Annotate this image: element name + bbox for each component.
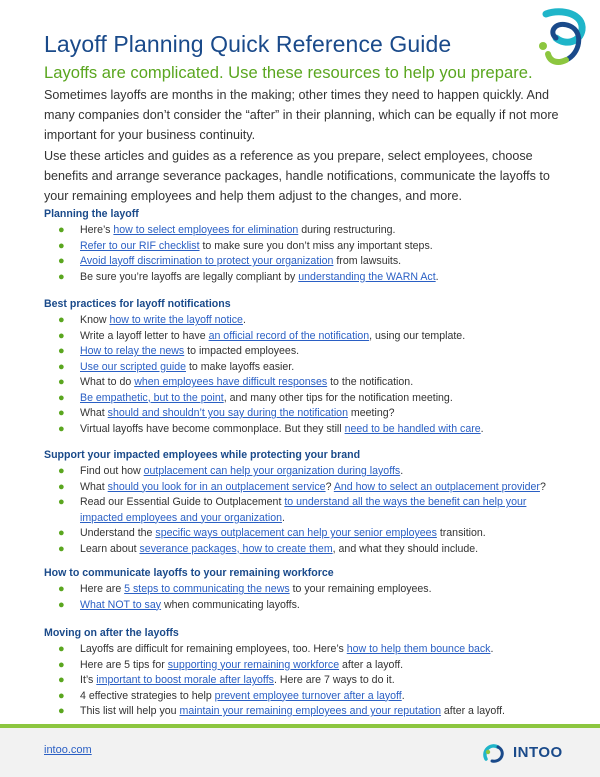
bullet-icon: ● — [58, 465, 65, 477]
section-heading: How to communicate layoffs to your remaining workforce — [44, 567, 334, 579]
list-item: ● What to do when employees have difficult responses to the notification. — [44, 375, 564, 391]
bullet-icon: ● — [58, 422, 65, 435]
bullet-icon: ● — [58, 314, 65, 326]
resource-link[interactable]: supporting your remaining workforce — [167, 658, 340, 671]
resource-link[interactable]: outplacement can help your organization during layoffs — [143, 465, 401, 477]
resource-link[interactable]: prevent employee turnover after a layoff — [214, 689, 402, 702]
list-item: ● Read our Essential Guide to Outplacement to understand all the ways the benefit can help your impacted employees and your organization. — [58, 496, 527, 524]
section-planning-the-layoff — [44, 206, 564, 285]
resource-link[interactable]: maintain your remaining employees and your reputation — [179, 705, 441, 717]
resource-list — [44, 642, 564, 720]
resource-link[interactable]: What NOT to say — [80, 598, 162, 611]
bullet-icon: ● — [58, 376, 65, 388]
resource-link[interactable]: to understand all the ways the benefit can help your impacted employees and your organization — [80, 496, 527, 524]
list-item: ● Virtual layoffs have become commonplace. But they still need to be handled with care. — [44, 422, 564, 438]
bullet-icon: ● — [58, 270, 65, 283]
resource-list — [44, 313, 564, 437]
intro-paragraph: Sometimes layoffs are months in the making; other times they need to happen quickly. And many companies don’t consider the “after” in their planning, which can be equally if not more important for your business continuity. — [44, 88, 559, 142]
bullet-icon: ● — [58, 598, 65, 611]
bullet-icon: ● — [58, 643, 65, 655]
bullet-icon: ● — [58, 583, 65, 595]
resource-link[interactable]: Use our scripted guide — [80, 360, 186, 373]
bullet-icon: ● — [58, 480, 65, 493]
section-heading: Best practices for layoff notifications — [44, 298, 231, 310]
resource-link[interactable]: Be empathetic, but to the point — [80, 391, 224, 404]
resource-link[interactable]: important to boost morale after layoffs — [96, 674, 274, 686]
list-item: ● Layoffs are difficult for remaining employees, too. Here’s how to help them bounce back. — [44, 642, 564, 658]
bullet-icon: ● — [58, 391, 65, 404]
section-support-impacted-employees — [44, 447, 564, 557]
list-item: ● Here’s how to select employees for elimination during restructuring. — [44, 223, 564, 239]
intoo-logo-icon — [480, 739, 510, 765]
resource-list — [44, 464, 564, 557]
resource-link[interactable]: when employees have difficult responses — [134, 376, 328, 388]
resource-link[interactable]: understanding the WARN Act — [298, 270, 436, 283]
list-item: ● Write a layoff letter to have an official record of the notification, using our template. — [44, 329, 564, 345]
list-item: ● Avoid layoff discrimination to protect your organization from lawsuits. — [44, 254, 564, 270]
bullet-icon: ● — [58, 527, 65, 539]
list-item: ● Use our scripted guide to make layoffs easier. — [44, 360, 564, 376]
resource-link[interactable]: Refer to our RIF checklist — [80, 239, 200, 252]
resource-link[interactable]: Avoid layoff discrimination to protect your organization — [80, 255, 334, 267]
section-layoff-notifications — [44, 296, 564, 437]
list-item: ● Find out how outplacement can help your organization during layoffs. — [44, 464, 564, 480]
bullet-icon: ● — [58, 239, 65, 252]
list-item: ● This list will help you maintain your remaining employees and your reputation after a layoff. — [44, 704, 564, 720]
list-item: ● 4 effective strategies to help prevent employee turnover after a layoff. — [44, 689, 564, 705]
resource-link[interactable]: how to write the layoff notice — [109, 314, 243, 326]
resource-link[interactable]: And how to select an outplacement provider — [333, 480, 540, 493]
intro-paragraph: Use these articles and guides as a reference as you prepare, select employees, choose benefits and arrange severance packages, handle notifications, communicate the layoffs to your remaining employees and help them adjust to the changes, and more. — [44, 149, 550, 203]
resource-link[interactable]: an official record of the notification — [208, 329, 370, 342]
resource-list — [44, 582, 564, 613]
list-item: ● It’s important to boost morale after layoffs. Here are 7 ways to do it. — [44, 673, 564, 689]
bullet-icon: ● — [58, 345, 65, 357]
intoo-swirl-logo-icon — [526, 8, 590, 72]
resource-link[interactable]: should you look for in an outplacement service — [107, 480, 326, 493]
section-communicate-layoffs — [44, 565, 564, 613]
list-item: ● What should you look for in an outplacement service? And how to select an outplacement provider? — [44, 480, 564, 496]
list-item: ● Refer to our RIF checklist to make sure you don’t miss any important steps. — [44, 239, 564, 255]
list-item: ● Be empathetic, but to the point, and many other tips for the notification meeting. — [44, 391, 564, 407]
resource-link[interactable]: severance packages, how to create them — [139, 542, 333, 555]
resource-link[interactable]: need to be handled with care — [344, 422, 481, 435]
list-item: ● Here are 5 tips for supporting your remaining workforce after a layoff. — [44, 658, 564, 674]
bullet-icon: ● — [58, 496, 65, 508]
resource-link[interactable]: specific ways outplacement can help your senior employees — [155, 527, 437, 539]
bullet-icon: ● — [58, 360, 65, 373]
list-item: ● What should and shouldn’t you say during the notification meeting? — [44, 406, 564, 422]
page-title: Layoff Planning Quick Reference Guide — [44, 31, 452, 57]
bullet-icon: ● — [58, 658, 65, 671]
resource-link[interactable]: how to help them bounce back — [346, 643, 491, 655]
list-item: ● How to relay the news to impacted employees. — [44, 344, 564, 360]
list-item: ● Here are 5 steps to communicating the news to your remaining employees. — [44, 582, 564, 598]
resource-link[interactable]: should and shouldn’t you say during the notification — [107, 407, 348, 419]
resource-link[interactable]: how to select employees for elimination — [113, 224, 299, 236]
list-item: ● Learn about severance packages, how to create them, and what they should include. — [44, 542, 564, 558]
bullet-icon: ● — [58, 255, 65, 267]
list-item: ● What NOT to say when communicating layoffs. — [44, 598, 564, 614]
resource-list — [44, 223, 564, 285]
footer-site-link[interactable]: intoo.com — [44, 744, 92, 756]
bullet-icon: ● — [58, 329, 65, 342]
footer-logo — [480, 738, 563, 766]
bullet-icon: ● — [58, 407, 65, 419]
bullet-icon: ● — [58, 689, 65, 702]
page-subtitle: Layoffs are complicated. Use these resources to help you prepare. — [44, 63, 533, 82]
section-moving-on — [44, 625, 564, 720]
resource-link[interactable]: 5 steps to communicating the news — [124, 583, 290, 595]
bullet-icon: ● — [58, 224, 65, 236]
section-heading: Support your impacted employees while protecting your brand — [44, 449, 361, 461]
resource-link[interactable]: How to relay the news — [80, 345, 185, 357]
list-item: ● Understand the specific ways outplacement can help your senior employees transition. — [44, 526, 564, 542]
section-heading: Planning the layoff — [44, 208, 139, 220]
section-heading: Moving on after the layoffs — [44, 627, 179, 639]
list-item: ● Know how to write the layoff notice. — [44, 313, 564, 329]
footer-brand-name: INTOO — [513, 743, 563, 761]
bullet-icon: ● — [58, 674, 65, 686]
list-item: ● Be sure you’re layoffs are legally compliant by understanding the WARN Act. — [44, 270, 564, 286]
bullet-icon: ● — [58, 542, 65, 555]
bullet-icon: ● — [58, 705, 65, 717]
